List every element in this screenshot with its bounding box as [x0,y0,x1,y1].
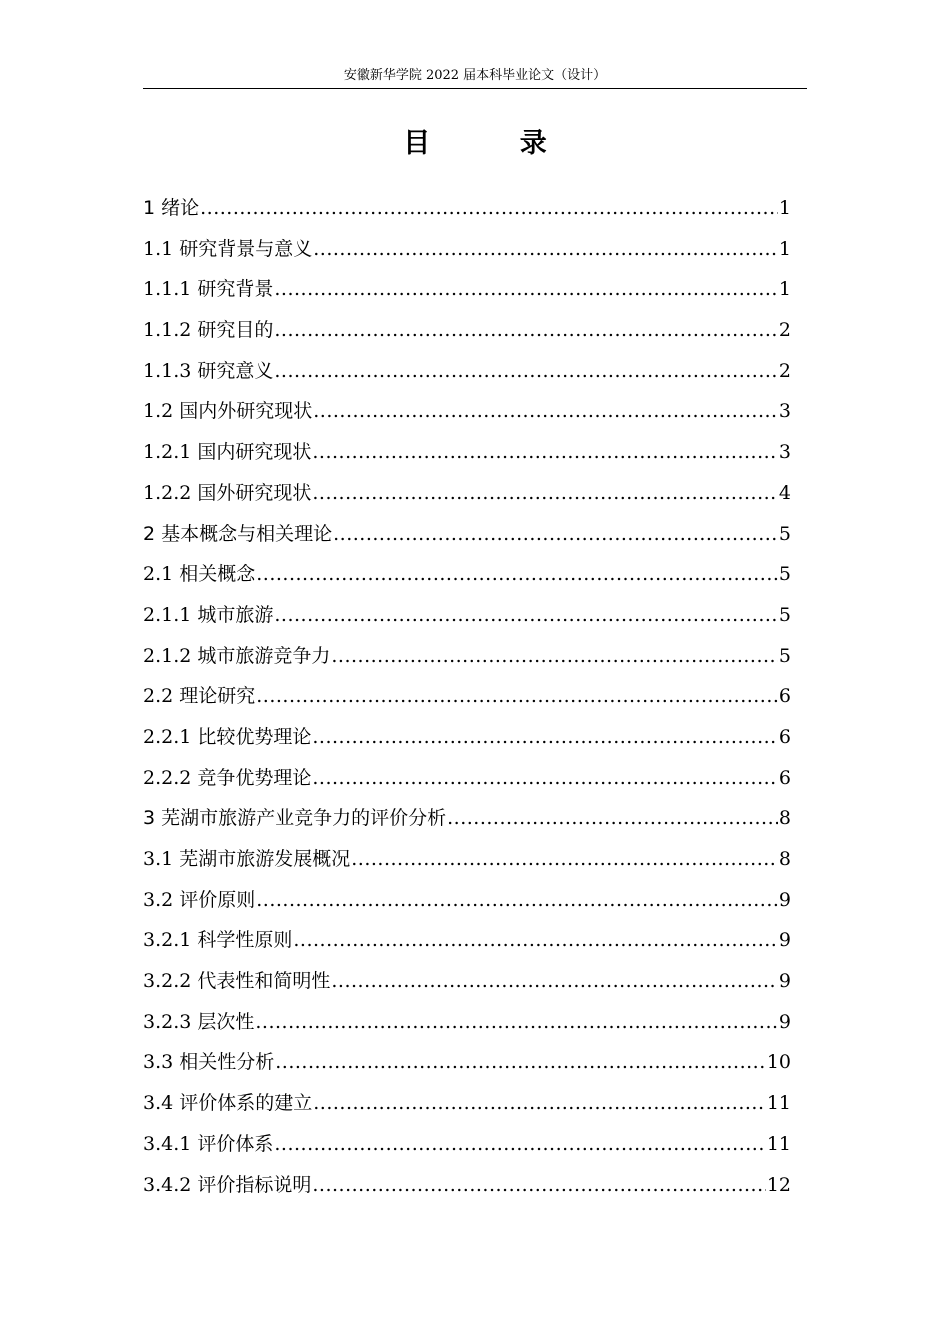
toc-page-number: 3 [778,400,791,423]
toc-entry-label: 3.2.1 科学性原则 [143,929,293,952]
toc-entry[interactable] [143,1124,791,1165]
toc-entry[interactable] [143,595,791,636]
toc-entry[interactable] [143,880,791,921]
toc-page-number: 5 [778,563,791,586]
toc-leader-dots [331,636,778,677]
toc-leader-dots [351,839,778,880]
toc-chapter-entry[interactable] [143,514,791,555]
toc-entry-label: 2.2 理论研究 [143,685,256,708]
toc-page-number: 5 [778,603,791,626]
toc-leader-dots [275,1042,766,1083]
toc-leader-dots [331,961,778,1002]
toc-page-number: 2 [778,359,791,382]
toc-leader-dots [312,758,778,799]
toc-leader-dots [256,880,778,921]
toc-entry[interactable] [143,473,791,514]
toc-entry-label: 3.2.3 层次性 [143,1010,255,1033]
toc-page-number: 5 [778,522,791,545]
toc-entry[interactable] [143,269,791,310]
toc-leader-dots [256,676,778,717]
toc-page-number: 1 [778,237,791,260]
toc-entry[interactable] [143,229,791,270]
toc-page-number: 4 [778,481,791,504]
toc-leader-dots [274,269,778,310]
toc-page-number: 1 [778,278,791,301]
toc-page-number: 2 [778,319,791,342]
toc-page-number: 6 [778,766,791,789]
toc-entry-label: 3.4 评价体系的建立 [143,1092,313,1115]
toc-entry-label: 1 绪论 [143,197,200,219]
toc-page-number: 10 [766,1051,791,1074]
toc-entry-label: 2 基本概念与相关理论 [143,522,333,545]
toc-entry[interactable] [143,839,791,880]
toc-entry[interactable] [143,310,791,351]
toc-entry-label: 3.2 评价原则 [143,888,256,911]
toc-leader-dots [313,391,778,432]
toc-entry-label: 3.3 相关性分析 [143,1051,275,1074]
toc-leader-dots [274,1124,765,1165]
toc-page-number: 1 [778,197,791,219]
toc-page-number: 6 [778,685,791,708]
toc-entry[interactable] [143,391,791,432]
toc-entry[interactable] [143,1165,791,1206]
toc-entry-label: 1.1.1 研究背景 [143,278,274,301]
toc-leader-dots [313,1083,766,1124]
toc-entry-label: 3.2.2 代表性和简明性 [143,970,331,993]
toc-entry[interactable] [143,1002,791,1043]
toc-page-number: 8 [778,807,791,830]
toc-leader-dots [313,229,778,270]
toc-entry-label: 3.1 芜湖市旅游发展概况 [143,848,351,870]
toc-entry-label: 2.1.2 城市旅游竞争力 [143,644,331,667]
toc-entry[interactable] [143,717,791,758]
toc-leader-dots [256,554,778,595]
toc-page-number: 8 [778,848,791,870]
toc-leader-dots [312,432,778,473]
toc-leader-dots [293,920,778,961]
toc-entry-label: 1.2 国内外研究现状 [143,400,313,423]
toc-entry-label: 3 芜湖市旅游产业竞争力的评价分析 [143,807,447,830]
page-header: 安徽新华学院 2022 届本科毕业论文（设计） [143,66,807,89]
toc-leader-dots [274,595,778,636]
toc-leader-dots [312,1165,765,1206]
toc-leader-dots [447,798,778,839]
toc-entry[interactable] [143,1083,791,1124]
toc-entry-label: 2.2.2 竞争优势理论 [143,766,312,789]
toc-entry-label: 1.2.1 国内研究现状 [143,441,312,464]
toc-page-number: 9 [778,888,791,911]
toc-page-number: 11 [766,1132,791,1155]
toc-entry-label: 1.1 研究背景与意义 [143,237,313,260]
toc-entry[interactable] [143,351,791,392]
toc-entry-label: 1.1.2 研究目的 [143,319,274,342]
toc-entry-label: 1.2.2 国外研究现状 [143,481,312,504]
toc-entry-label: 2.2.1 比较优势理论 [143,725,312,748]
toc-entry-label: 2.1 相关概念 [143,563,256,586]
toc-entry[interactable] [143,961,791,1002]
toc-chapter-entry[interactable] [143,188,791,229]
toc-leader-dots [312,717,778,758]
toc-entry[interactable] [143,676,791,717]
toc-entry[interactable] [143,636,791,677]
toc-leader-dots [333,514,778,555]
toc-entry[interactable] [143,554,791,595]
toc-chapter-entry[interactable] [143,798,791,839]
toc-leader-dots [255,1002,778,1043]
toc-page-number: 3 [778,441,791,464]
toc-page-number: 5 [778,644,791,667]
toc-leader-dots [312,473,778,514]
toc-page-number: 9 [778,970,791,993]
toc-page-number: 9 [778,1010,791,1033]
toc-leader-dots [274,351,778,392]
table-of-contents [143,188,791,1205]
toc-page-number: 6 [778,725,791,748]
page-title: 目 录 [403,128,587,159]
toc-page-number: 12 [766,1173,791,1196]
toc-leader-dots [200,188,778,229]
toc-entry[interactable] [143,920,791,961]
toc-leader-dots [274,310,778,351]
toc-page-number: 11 [766,1092,791,1115]
toc-entry[interactable] [143,1042,791,1083]
toc-entry-label: 1.1.3 研究意义 [143,359,274,382]
toc-entry[interactable] [143,758,791,799]
toc-entry-label: 3.4.1 评价体系 [143,1132,274,1155]
toc-entry-label: 3.4.2 评价指标说明 [143,1173,312,1196]
toc-page-number: 9 [778,929,791,952]
toc-entry-label: 2.1.1 城市旅游 [143,603,274,626]
toc-entry[interactable] [143,432,791,473]
